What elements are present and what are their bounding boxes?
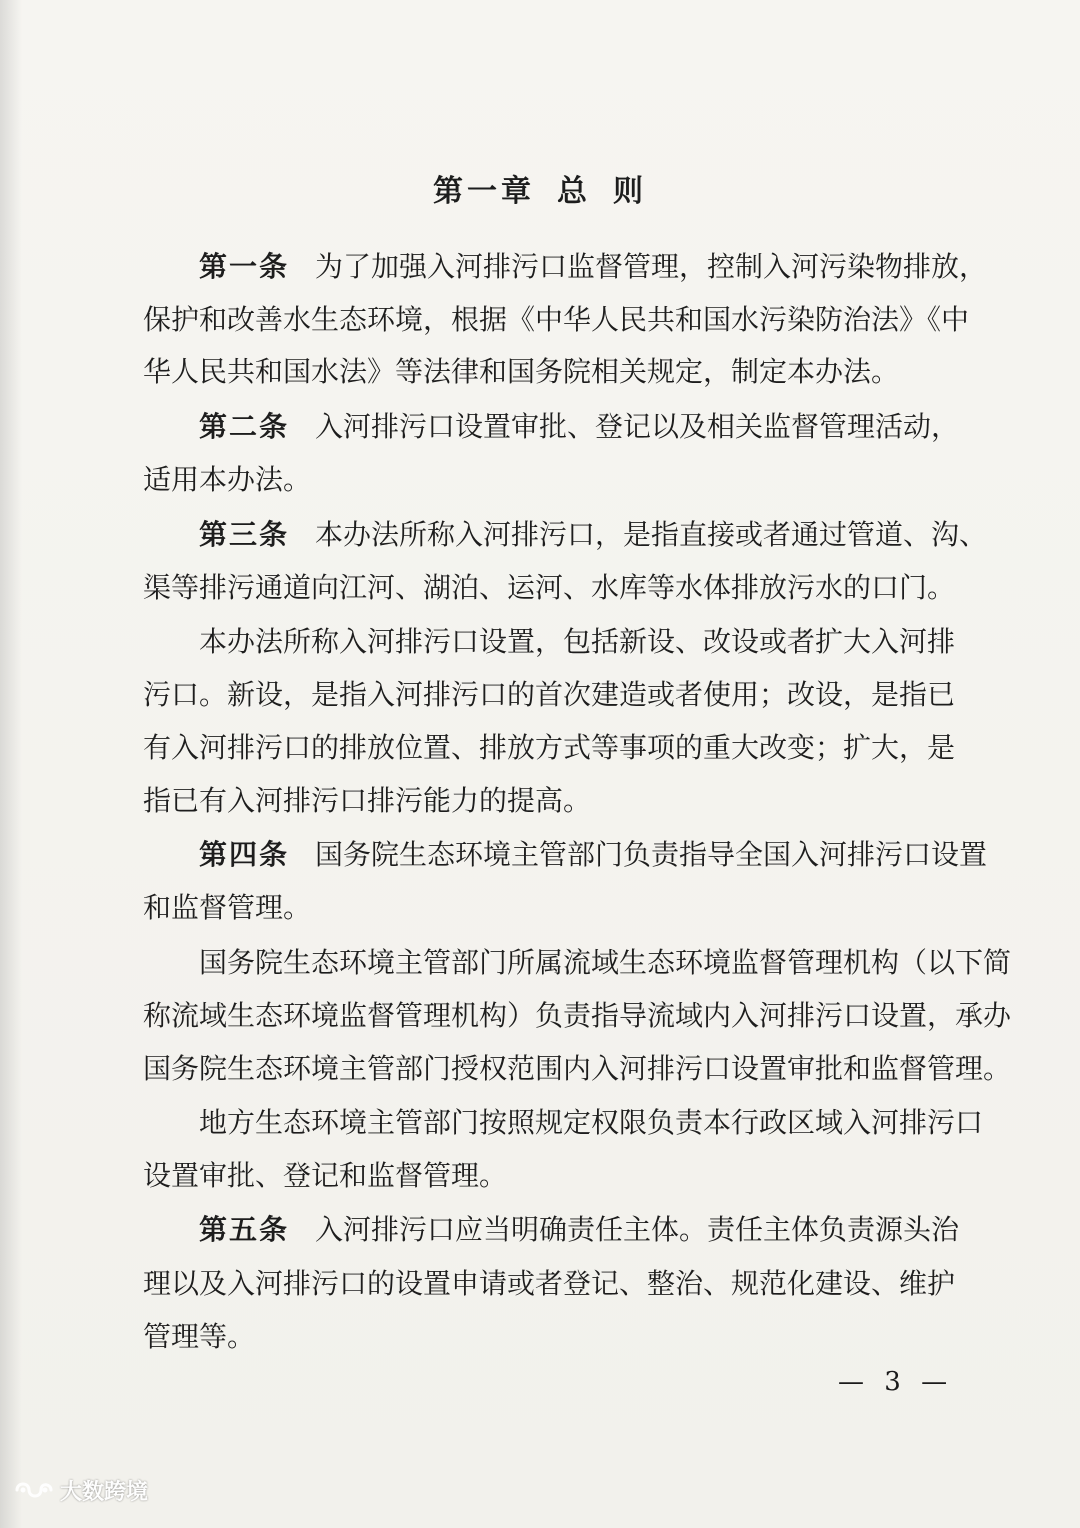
page-number: — 3 — [838,1367,954,1397]
article-text: 入河排污口设置审批、登记以及相关监督管理活动， [315,410,960,443]
article-3-para-2-line-4: 指已有入河排污口排污能力的提高。 [143,784,592,817]
article-2-line-2: 适用本办法。 [143,463,312,496]
logo-icon [14,1477,54,1503]
page-edge-shadow [0,0,22,1528]
article-text: 本办法所称入河排污口，是指直接或者通过管道、沟、 [315,518,988,551]
article-5-line-2: 理以及入河排污口的设置申请或者登记、整治、规范化建设、维护 [143,1267,956,1300]
watermark-text: 大数跨境 [60,1479,149,1505]
article-3-line-1 [199,515,988,555]
article-label: 第二条 [199,410,290,443]
chapter-word-1: 总 [557,174,591,209]
article-2-line-1 [199,407,960,447]
article-3-para-2-line-3: 有入河排污口的排放位置、排放方式等事项的重大改变；扩大，是 [143,731,956,764]
article-text: 为了加强入河排污口监督管理，控制入河污染物排放， [315,250,988,283]
article-text: 入河排污口应当明确责任主体。责任主体负责源头治 [315,1213,960,1246]
article-1-line-2: 保护和改善水生态环境，根据《中华人民共和国水污染防治法》《中 [143,303,970,336]
chapter-word-2: 则 [613,174,647,209]
chapter-number: 第一章 [433,174,535,209]
article-4-para-2-line-1: 国务院生态环境主管部门所属流域生态环境监督管理机构（以下简 [199,946,1012,979]
article-4-para-3-line-2: 设置审批、登记和监督管理。 [143,1159,508,1192]
chapter-title [0,166,1080,210]
article-5-line-3: 管理等。 [143,1320,256,1353]
article-text: 国务院生态环境主管部门负责指导全国入河排污口设置 [315,838,988,871]
article-3-para-2-line-1: 本办法所称入河排污口设置，包括新设、改设或者扩大入河排 [199,625,956,658]
article-4-para-3-line-1: 地方生态环境主管部门按照规定权限负责本行政区域入河排污口 [199,1106,984,1139]
article-1-line-1 [199,247,988,287]
article-4-line-2: 和监督管理。 [143,891,312,924]
article-5-line-1 [199,1210,960,1250]
article-1-line-3: 华人民共和国水法》等法律和国务院相关规定，制定本办法。 [143,355,900,388]
article-3-para-2-line-2: 污口。新设，是指入河排污口的首次建造或者使用；改设，是指已 [143,678,956,711]
article-label: 第五条 [199,1213,290,1246]
article-label: 第三条 [199,518,290,551]
article-label: 第一条 [199,250,290,283]
article-3-line-2: 渠等排污通道向江河、湖泊、运河、水库等水体排放污水的口门。 [143,571,956,604]
article-4-para-2-line-2: 称流域生态环境监督管理机构）负责指导流域内入河排污口设置，承办 [143,999,1012,1032]
article-label: 第四条 [199,838,290,871]
article-4-line-1 [199,835,988,875]
article-4-para-2-line-3: 国务院生态环境主管部门授权范围内入河排污口设置审批和监督管理。 [143,1052,1012,1085]
watermark [14,1474,148,1506]
